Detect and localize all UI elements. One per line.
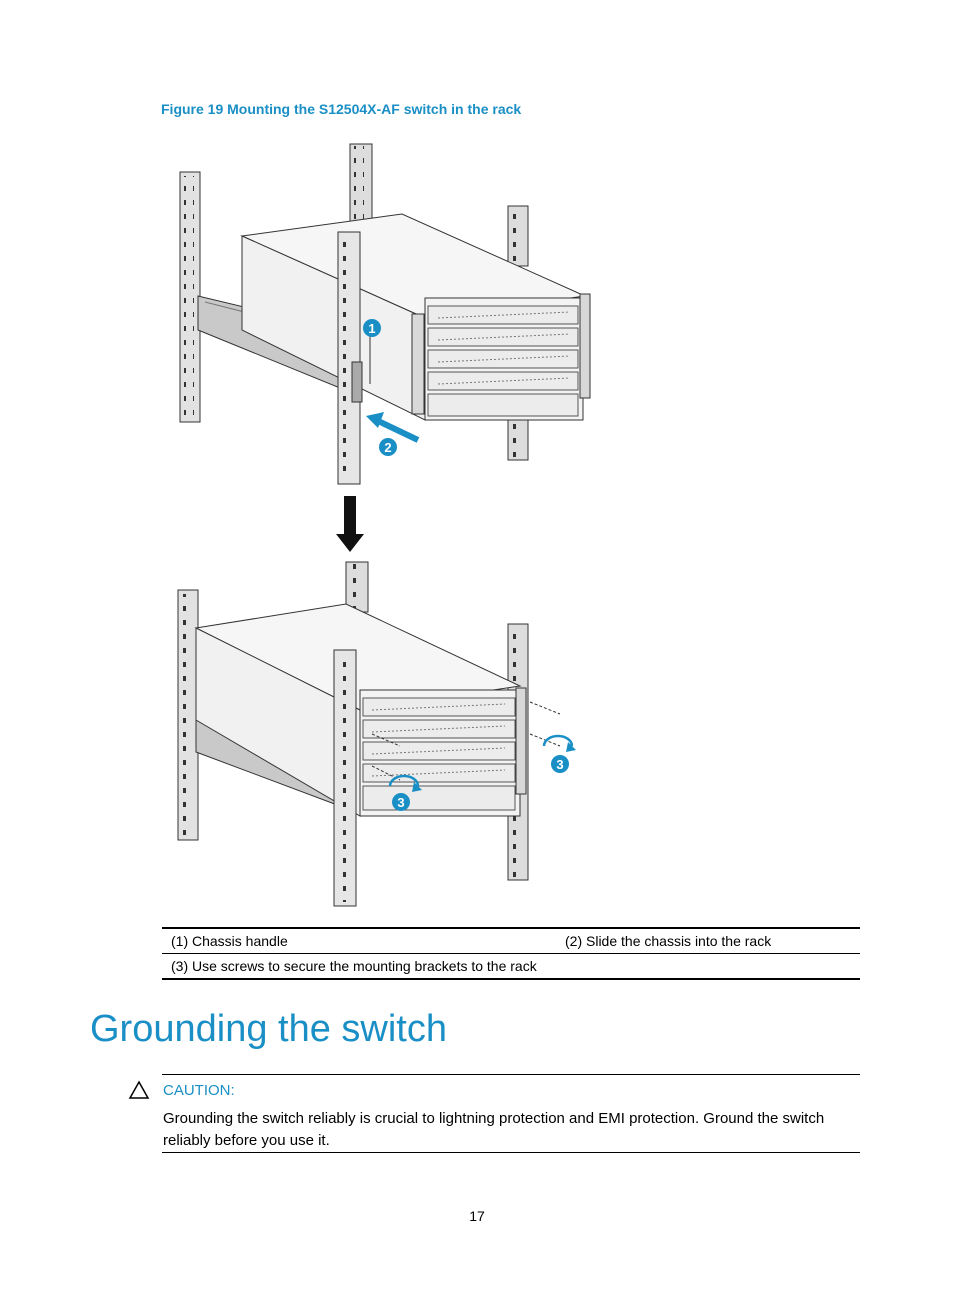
figure-caption: Figure 19 Mounting the S12504X-AF switch in the rack: [161, 101, 522, 117]
warning-triangle-icon: [128, 1080, 150, 1100]
callout-3b: 3: [397, 795, 405, 810]
callout-1: 1: [368, 321, 376, 336]
page-number: 17: [469, 1208, 485, 1224]
callout-3a: 3: [556, 757, 564, 772]
legend-row: [162, 929, 860, 953]
legend-item-slide-chassis: (2) Slide the chassis into the rack: [565, 933, 772, 949]
legend-row: [162, 953, 860, 978]
down-arrow-icon: [336, 496, 364, 552]
callout-2: 2: [384, 440, 392, 455]
caution-label: CAUTION:: [163, 1082, 235, 1099]
bottom-step-diagram: [178, 562, 576, 906]
legend-item-chassis-handle: (1) Chassis handle: [171, 933, 288, 949]
caution-text: Grounding the switch reliably is crucial to lightning protection and EMI protection. Ground the switch reliably before you use it.: [163, 1110, 825, 1149]
section-heading: Grounding the switch: [90, 1008, 447, 1050]
rack-mounting-illustration: [160, 140, 600, 910]
figure-legend-table: [162, 927, 860, 980]
legend-item-screws: (3) Use screws to secure the mounting brackets to the rack: [171, 958, 537, 974]
top-step-diagram: [180, 144, 590, 484]
